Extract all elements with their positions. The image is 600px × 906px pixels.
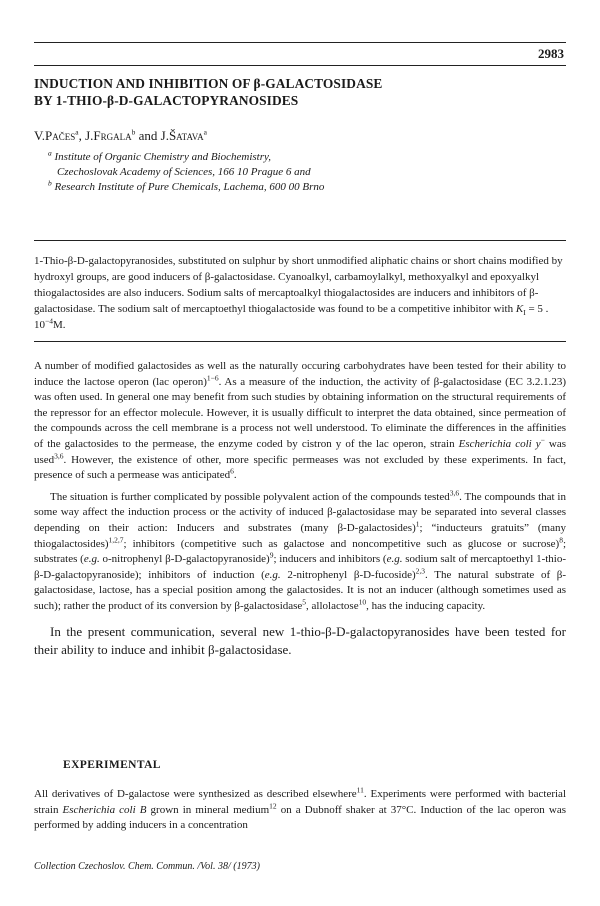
author-2: , J.Frgala$^b$	[78, 127, 136, 143]
article-title	[34, 75, 574, 109]
abstract-bottom-rule	[34, 341, 566, 342]
top-rule	[34, 42, 566, 43]
title-line-1: INDUCTION AND INHIBITION OF β-GALACTOSIDASE	[34, 76, 383, 91]
affiliation-a-line-2: Czechoslovak Academy of Sciences, 166 10 Prague 6 and	[57, 166, 311, 178]
paragraph-4: All derivatives of D-galactose were synthesized as described elsewhere$^{11}$. Experiments were performed with bacterial strain Escherichia coli B grown in mineral medium$^{12}$ on a Dubnoff shaker at 37°C. Induction of the lac operon was performed by adding inducers in a concentration	[34, 785, 567, 832]
journal-footer: Collection Czechoslov. Chem. Commun. /Vol. 38/ (1973)	[34, 861, 260, 872]
abstract-top-rule	[34, 240, 566, 241]
section-heading-experimental: EXPERIMENTAL	[63, 759, 161, 771]
page-number: 2983	[538, 46, 564, 61]
author-list: V.Pačes$^a$, J.Frgala$^b$ and J.Šatava$^a$	[34, 127, 207, 143]
introduction	[34, 359, 566, 659]
paragraph-3: In the present communication, several new 1-thio-β-D-galactopyranosides have been tested for their ability to induce and inhibit β-galactosidase.	[34, 623, 566, 657]
author-3: J.Šatava$^a$	[160, 127, 207, 143]
experimental-paragraph	[34, 787, 566, 834]
header-rule	[34, 65, 566, 66]
abstract: 1-Thio-β-D-galactopyranosides, substituted on sulphur by short unmodified aliphatic chains or short chains modified by hydroxyl groups, are good inducers of β-galactosidase. Cyanoalkyl, carbamoylalkyl, methoxyalkyl and epoxyalkyl thiogalactosides are also inducers. Sodium salts of mercaptoalkyl thiogalactosides are inducers and inhibitors of β-galactosidase. The sodium salt of mercaptoethyl thiogalactoside was found to be a competitive inhibitor with $K_I = 5$ . $10^{-4}M$.	[34, 255, 563, 331]
affiliation-b: $^b$ Research Institute of Pure Chemicals, Lachema, 600 00 Brno	[48, 178, 325, 193]
paragraph-1: A number of modified galactosides as well as the naturally occuring carbohydrates have been tested for their ability to induce the lactose operon (lac operon)$^{1-6}$. As a measure of the induction, the activity of β-galactosidase (EC 3.2.1.23) was often used. In general one may benefit from such studies by obtaining information on the structural requirements of the repressor for an effector molecule. However, it is usually difficult to interpret the data obtained, since permeation of the compounds across the cell membrane is a process not well understood. To eliminate the differences in the affinities of the galactosides to the permease, the enzyme coded by cistron y of the lac operon, strain Escherichia coli y− was used$^{3,6}$. However, the existence of other, more specific permeases was not excluded by these experiments. In fact, presence of such a permease was anticipated$^6$.	[34, 360, 566, 482]
affiliations	[48, 150, 324, 195]
title-line-2: BY 1-THIO-β-D-GALACTOPYRANOSIDES	[34, 93, 299, 108]
paragraph-2: The situation is further complicated by possible polyvalent action of the compounds tested$^{3,6}$. The compounds that in some way affect the induction process or the activity of induced β-galactosidase may be separated into several classes depending on their action: Inducers and substrates (many β-D-galactosides)$^1$; “inducteurs gratuits” (many thiogalactosides)$^{1,2,7}$; inhibitors (competitive such as galactose and noncompetitive such as glucose or sucrose)$^8$; substrates (e.g. o-nitrophenyl β-D-galactopyranoside)$^9$; inducers and inhibitors (e.g. sodium salt of mercaptoethyl 1-thio-β-D-galactopyranoside); inhibitors of induction (e.g. 2-nitrophenyl β-D-fucoside)$^{2,3}$. The natural substrate of β-galactosidase, lactose, has a special position among the galactosides. It is not an inducer (although sometimes used as such); rather the product of its conversion by β-galactosidase$^5$, allolactose$^{10}$, has the inducing capacity.	[34, 488, 567, 612]
author-1: V.Pačes$^a$	[34, 127, 79, 143]
affiliation-a: $^a$ Institute of Organic Chemistry and Biochemistry,	[48, 148, 272, 163]
